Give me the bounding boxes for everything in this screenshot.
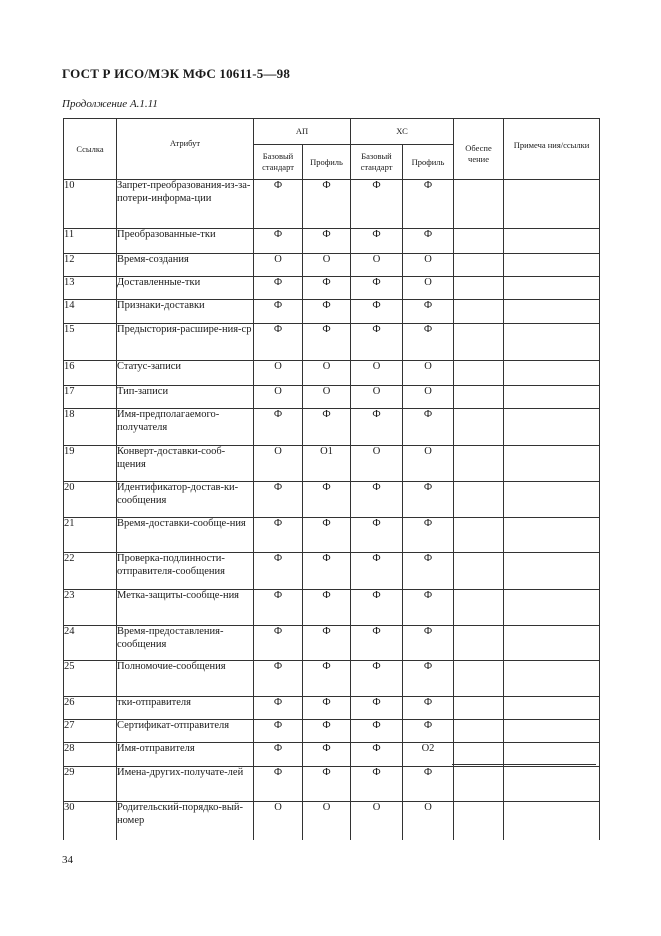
row-attribute: Время-предоставления-сообщения	[117, 626, 254, 661]
document-title: ГОСТ Р ИСО/МЭК МФС 10611-5—98	[62, 66, 291, 81]
row-ref: 27	[64, 720, 117, 743]
row-ap-profile-value: Ф	[303, 697, 351, 720]
row-ap-base-value: Ф	[254, 590, 303, 626]
row-xs-base-value: Ф	[351, 590, 403, 626]
table-row	[64, 409, 600, 446]
row-ap-profile-value: Ф	[303, 277, 351, 300]
row-ref: 21	[64, 518, 117, 553]
row-ap-profile-value: О	[303, 254, 351, 277]
row-attribute: тки-отправителя	[117, 697, 254, 720]
row-obligation	[454, 802, 504, 840]
row-ref: 26	[64, 697, 117, 720]
row-obligation	[454, 324, 504, 361]
row-notes	[504, 720, 600, 743]
row-obligation	[454, 767, 504, 802]
row-obligation	[454, 409, 504, 446]
row-obligation	[454, 300, 504, 324]
header-xs-profile: Профиль	[403, 145, 454, 180]
row-xs-base-value: Ф	[351, 743, 403, 767]
row-xs-profile-value: О	[403, 254, 454, 277]
table-row	[64, 802, 600, 840]
row-ref: 30	[64, 802, 117, 840]
header-xs-base-standard: Базовый стандарт	[351, 145, 403, 180]
row-notes	[504, 446, 600, 482]
row-notes	[504, 229, 600, 254]
row-xs-base-value: Ф	[351, 324, 403, 361]
row-ref: 10	[64, 180, 117, 229]
table-row	[64, 518, 600, 553]
row-ref: 19	[64, 446, 117, 482]
row-ap-base-value: Ф	[254, 409, 303, 446]
row-attribute: Проверка-подлинности-отправителя-сообщения	[117, 553, 254, 590]
row-xs-profile-value: Ф	[403, 697, 454, 720]
row-xs-profile-value: Ф	[403, 553, 454, 590]
row-xs-profile-value: Ф	[403, 720, 454, 743]
row-xs-base-value: Ф	[351, 300, 403, 324]
header-xs: ХС	[351, 119, 454, 145]
row-ap-base-value: Ф	[254, 324, 303, 361]
row-xs-profile-value: Ф	[403, 324, 454, 361]
row-notes	[504, 482, 600, 518]
row-xs-base-value: Ф	[351, 180, 403, 229]
row-attribute: Запрет-преобразования-из-за-потери-информа-ции	[117, 180, 254, 229]
row-ap-profile-value: Ф	[303, 409, 351, 446]
table-row	[64, 590, 600, 626]
row-attribute: Имя-предполагаемого-получателя	[117, 409, 254, 446]
row-ref: 22	[64, 553, 117, 590]
row-obligation	[454, 482, 504, 518]
row-obligation	[454, 661, 504, 697]
row-attribute: Родительский-порядко-вый-номер	[117, 802, 254, 840]
row-obligation	[454, 518, 504, 553]
table-row	[64, 743, 600, 767]
row-xs-base-value: Ф	[351, 553, 403, 590]
row-ap-base-value: О	[254, 254, 303, 277]
row-ap-profile-value: Ф	[303, 626, 351, 661]
row-attribute: Метка-защиты-сообще-ния	[117, 590, 254, 626]
row-ap-base-value: О	[254, 802, 303, 840]
row-ref: 11	[64, 229, 117, 254]
row-notes	[504, 409, 600, 446]
row-ref: 25	[64, 661, 117, 697]
table-row	[64, 767, 600, 802]
row-ap-base-value: Ф	[254, 626, 303, 661]
header-ap: АП	[254, 119, 351, 145]
table-row	[64, 661, 600, 697]
row-xs-profile-value: О	[403, 361, 454, 386]
row-ap-profile-value: Ф	[303, 661, 351, 697]
row-ap-profile-value: Ф	[303, 229, 351, 254]
table-row	[64, 626, 600, 661]
row-xs-profile-value: Ф	[403, 180, 454, 229]
row-ap-profile-value: Ф	[303, 300, 351, 324]
row-xs-base-value: Ф	[351, 661, 403, 697]
row-xs-profile-value: Ф	[403, 590, 454, 626]
row-xs-base-value: Ф	[351, 697, 403, 720]
row-ap-base-value: Ф	[254, 229, 303, 254]
row-notes	[504, 300, 600, 324]
row-notes	[504, 626, 600, 661]
row-xs-base-value: Ф	[351, 277, 403, 300]
row-ap-base-value: Ф	[254, 180, 303, 229]
row-xs-profile-value: О	[403, 802, 454, 840]
row-notes	[504, 361, 600, 386]
row-obligation	[454, 697, 504, 720]
row-xs-base-value: О	[351, 446, 403, 482]
row-xs-base-value: Ф	[351, 409, 403, 446]
row-notes	[504, 802, 600, 840]
row-xs-profile-value: Ф	[403, 300, 454, 324]
header-notes: Примеча ния/ссылки	[504, 119, 600, 180]
row-ref: 16	[64, 361, 117, 386]
row-ap-profile-value: Ф	[303, 767, 351, 802]
row-ap-profile-value: О	[303, 802, 351, 840]
row-xs-base-value: Ф	[351, 626, 403, 661]
row-ap-profile-value: О	[303, 386, 351, 409]
table-row	[64, 254, 600, 277]
header-attribute: Атрибут	[117, 119, 254, 180]
row-xs-profile-value: О	[403, 446, 454, 482]
row-xs-base-value: Ф	[351, 229, 403, 254]
row-attribute: Имена-других-получате-лей	[117, 767, 254, 802]
row-xs-base-value: Ф	[351, 482, 403, 518]
header-ap-base-standard: Базовый стандарт	[254, 145, 303, 180]
row-ap-profile-value: Ф	[303, 553, 351, 590]
row-ap-base-value: Ф	[254, 300, 303, 324]
row-attribute: Имя-отправителя	[117, 743, 254, 767]
row-obligation	[454, 361, 504, 386]
row-ap-base-value: О	[254, 446, 303, 482]
row-notes	[504, 180, 600, 229]
row-ref: 24	[64, 626, 117, 661]
table-continuation-label: Продолжение А.1.11	[62, 98, 158, 110]
row-notes	[504, 254, 600, 277]
row-ref: 23	[64, 590, 117, 626]
row-ref: 28	[64, 743, 117, 767]
row-obligation	[454, 590, 504, 626]
table-row	[64, 361, 600, 386]
row-xs-base-value: Ф	[351, 720, 403, 743]
table-row	[64, 697, 600, 720]
row-xs-profile-value: Ф	[403, 518, 454, 553]
row-notes	[504, 661, 600, 697]
row-attribute: Преобразованные-тки	[117, 229, 254, 254]
row-ap-base-value: Ф	[254, 743, 303, 767]
header-ap-profile: Профиль	[303, 145, 351, 180]
row-xs-base-value: О	[351, 254, 403, 277]
row-ap-profile-value: Ф	[303, 518, 351, 553]
row-notes	[504, 518, 600, 553]
row-ap-base-value: Ф	[254, 767, 303, 802]
row-ap-base-value: Ф	[254, 482, 303, 518]
attributes-table	[63, 118, 600, 840]
row-attribute: Конверт-доставки-сооб-щения	[117, 446, 254, 482]
row-xs-profile-value: Ф	[403, 767, 454, 802]
row-obligation	[454, 277, 504, 300]
row-ap-profile-value: О1	[303, 446, 351, 482]
row-obligation	[454, 254, 504, 277]
row-attribute: Сертификат-отправителя	[117, 720, 254, 743]
row-attribute: Идентификатор-достав-ки-сообщения	[117, 482, 254, 518]
table-row	[64, 446, 600, 482]
page-number: 34	[62, 854, 73, 866]
table-row	[64, 277, 600, 300]
row-attribute: Тип-записи	[117, 386, 254, 409]
row-obligation	[454, 553, 504, 590]
header-ref: Ссылка	[64, 119, 117, 180]
row-xs-profile-value: О	[403, 386, 454, 409]
table-row	[64, 229, 600, 254]
row-ap-base-value: Ф	[254, 277, 303, 300]
row-xs-base-value: Ф	[351, 518, 403, 553]
row-notes	[504, 697, 600, 720]
row-obligation	[454, 446, 504, 482]
row-ap-profile-value: Ф	[303, 324, 351, 361]
row-attribute: Статус-записи	[117, 361, 254, 386]
row-xs-base-value: О	[351, 802, 403, 840]
row-obligation	[454, 386, 504, 409]
row-obligation	[454, 743, 504, 767]
row-xs-profile-value: О	[403, 277, 454, 300]
row-attribute: Доставленные-тки	[117, 277, 254, 300]
row-ap-profile-value: Ф	[303, 720, 351, 743]
row-notes	[504, 590, 600, 626]
table-row	[64, 482, 600, 518]
row-attribute: Признаки-доставки	[117, 300, 254, 324]
row-ref: 18	[64, 409, 117, 446]
row-ap-base-value: Ф	[254, 553, 303, 590]
row-notes	[504, 324, 600, 361]
row-attribute: Предыстория-расшире-ния-ср	[117, 324, 254, 361]
row-ap-profile-value: О	[303, 361, 351, 386]
table-row	[64, 180, 600, 229]
table-row	[64, 386, 600, 409]
row-xs-profile-value: О2	[403, 743, 454, 767]
row-ap-base-value: Ф	[254, 697, 303, 720]
header-obligation: Обеспе чение	[454, 119, 504, 180]
row-ap-profile-value: Ф	[303, 482, 351, 518]
row-attribute: Время-доставки-сообще-ния	[117, 518, 254, 553]
row-xs-base-value: О	[351, 361, 403, 386]
row-ap-base-value: Ф	[254, 518, 303, 553]
row-obligation	[454, 626, 504, 661]
table-body	[64, 180, 600, 840]
table-row	[64, 324, 600, 361]
row-xs-profile-value: Ф	[403, 626, 454, 661]
row-ap-base-value: О	[254, 361, 303, 386]
table-row	[64, 553, 600, 590]
row-notes	[504, 767, 600, 802]
row-notes	[504, 553, 600, 590]
table-row	[64, 720, 600, 743]
row-ref: 29	[64, 767, 117, 802]
row-ref: 14	[64, 300, 117, 324]
row-obligation	[454, 720, 504, 743]
row-notes	[504, 743, 600, 767]
row-xs-profile-value: Ф	[403, 661, 454, 697]
row-ref: 15	[64, 324, 117, 361]
row-ap-base-value: Ф	[254, 720, 303, 743]
row-xs-profile-value: Ф	[403, 482, 454, 518]
row-ap-profile-value: Ф	[303, 743, 351, 767]
row-ref: 13	[64, 277, 117, 300]
row-notes	[504, 386, 600, 409]
row-ap-profile-value: Ф	[303, 590, 351, 626]
row-xs-profile-value: Ф	[403, 409, 454, 446]
row-ref: 12	[64, 254, 117, 277]
row-ap-base-value: О	[254, 386, 303, 409]
row-notes	[504, 277, 600, 300]
row-attribute: Время-создания	[117, 254, 254, 277]
row-attribute: Полномочие-сообщения	[117, 661, 254, 697]
row-ap-base-value: Ф	[254, 661, 303, 697]
row-xs-base-value: Ф	[351, 767, 403, 802]
table-row	[64, 300, 600, 324]
row-xs-profile-value: Ф	[403, 229, 454, 254]
row-ap-profile-value: Ф	[303, 180, 351, 229]
row-ref: 20	[64, 482, 117, 518]
row-obligation	[454, 180, 504, 229]
row-obligation	[454, 229, 504, 254]
row-divider	[452, 764, 596, 765]
row-xs-base-value: О	[351, 386, 403, 409]
row-ref: 17	[64, 386, 117, 409]
